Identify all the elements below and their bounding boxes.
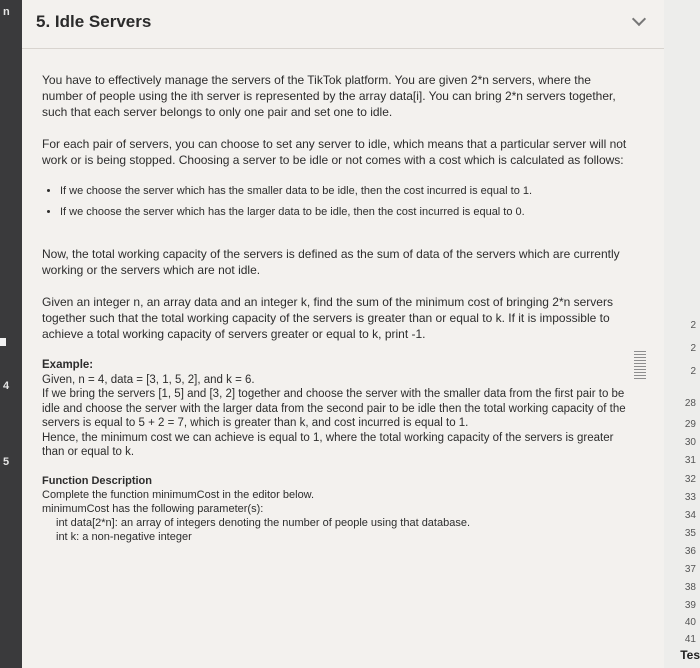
function-description	[42, 474, 632, 544]
example-explanation: If we bring the servers [1, 5] and [3, 2] together and choose the server with the smaller data from the first pair to be idle and choose the server with the larger data from the second pair to be idle then the total working capacity of the servers is equal to 5 + 2 = 7, which is greater than k, and cost incurred is equal to 1.	[42, 388, 626, 429]
example-heading: Example:	[42, 359, 94, 371]
line-number: 34	[684, 510, 696, 521]
problem-statement	[42, 72, 632, 544]
line-number: 36	[684, 546, 696, 557]
parameter-k: int k: a non-negative integer	[56, 530, 192, 543]
cost-rule-item: • If we choose the server which has the larger data to be idle, then the cost incurred is equal to 0.	[60, 205, 632, 220]
line-number: 39	[684, 600, 696, 611]
rail-top-label: n	[3, 6, 10, 18]
capacity-paragraph: Now, the total working capacity of the servers is defined as the sum of data of the servers which are currently working or the servers which are not idle.	[42, 247, 620, 277]
line-number: 33	[684, 492, 696, 503]
pair-rule-paragraph: For each pair of servers, you can choose to set any server to idle, which means that a particular server will not work or is being stopped. Choosing a server to be idle or not comes with a cost which is calculated as follows:	[42, 137, 627, 167]
rail-number-5: 5	[3, 456, 10, 468]
line-number: 28	[684, 398, 696, 409]
editor-gutter	[664, 0, 700, 668]
problem-title: 5. Idle Servers	[36, 12, 152, 31]
parameter-data: int data[2*n]: an array of integers denoting the number of people using that database.	[56, 516, 471, 529]
resize-handle[interactable]	[634, 351, 646, 381]
left-rail	[0, 0, 22, 668]
function-parameters-heading: minimumCost has the following parameter(s):	[42, 502, 264, 515]
cost-rules-list	[42, 184, 632, 220]
line-number: 2	[690, 320, 696, 331]
problem-panel	[22, 0, 664, 668]
rail-marker	[0, 338, 6, 346]
test-tab-label[interactable]: Tes	[680, 648, 700, 662]
line-number: 37	[684, 564, 696, 575]
line-number: 29	[684, 419, 696, 430]
chevron-down-icon[interactable]	[632, 12, 646, 26]
example-given: Given, n = 4, data = [3, 1, 5, 2], and k = 6.	[42, 373, 255, 386]
task-paragraph: Given an integer n, an array data and an integer k, find the sum of the minimum cost of bringing 2*n servers together such that the total working capacity of the servers is greater than or equal to k. If it is impossible to achieve a total working capacity of servers greater or equal to k, print -1.	[42, 295, 613, 341]
line-number: 40	[684, 617, 696, 628]
line-number: 2	[690, 366, 696, 377]
example-conclusion: Hence, the minimum cost we can achieve is equal to 1, where the total working capacity of the servers is greater than or equal to k.	[42, 431, 614, 458]
line-number: 35	[684, 528, 696, 539]
line-number: 30	[684, 437, 696, 448]
function-description-line: Complete the function minimumCost in the editor below.	[42, 488, 315, 501]
cost-rule-item: • If we choose the server which has the smaller data to be idle, then the cost incurred is equal to 1.	[60, 184, 632, 199]
intro-paragraph: You have to effectively manage the servers of the TikTok platform. You are given 2*n servers, where the number of people using the ith server is represented by the array data[i]. You can bring 2*n servers together, such that each server belongs to only one pair and set one to idle.	[42, 73, 616, 119]
line-number: 32	[684, 474, 696, 485]
function-description-heading: Function Description	[42, 474, 152, 487]
rail-number-4: 4	[3, 380, 10, 392]
line-number: 38	[684, 582, 696, 593]
line-number: 41	[684, 634, 696, 645]
problem-header	[22, 0, 664, 49]
line-number: 2	[690, 343, 696, 354]
line-number: 31	[684, 455, 696, 466]
example-block	[42, 358, 632, 460]
